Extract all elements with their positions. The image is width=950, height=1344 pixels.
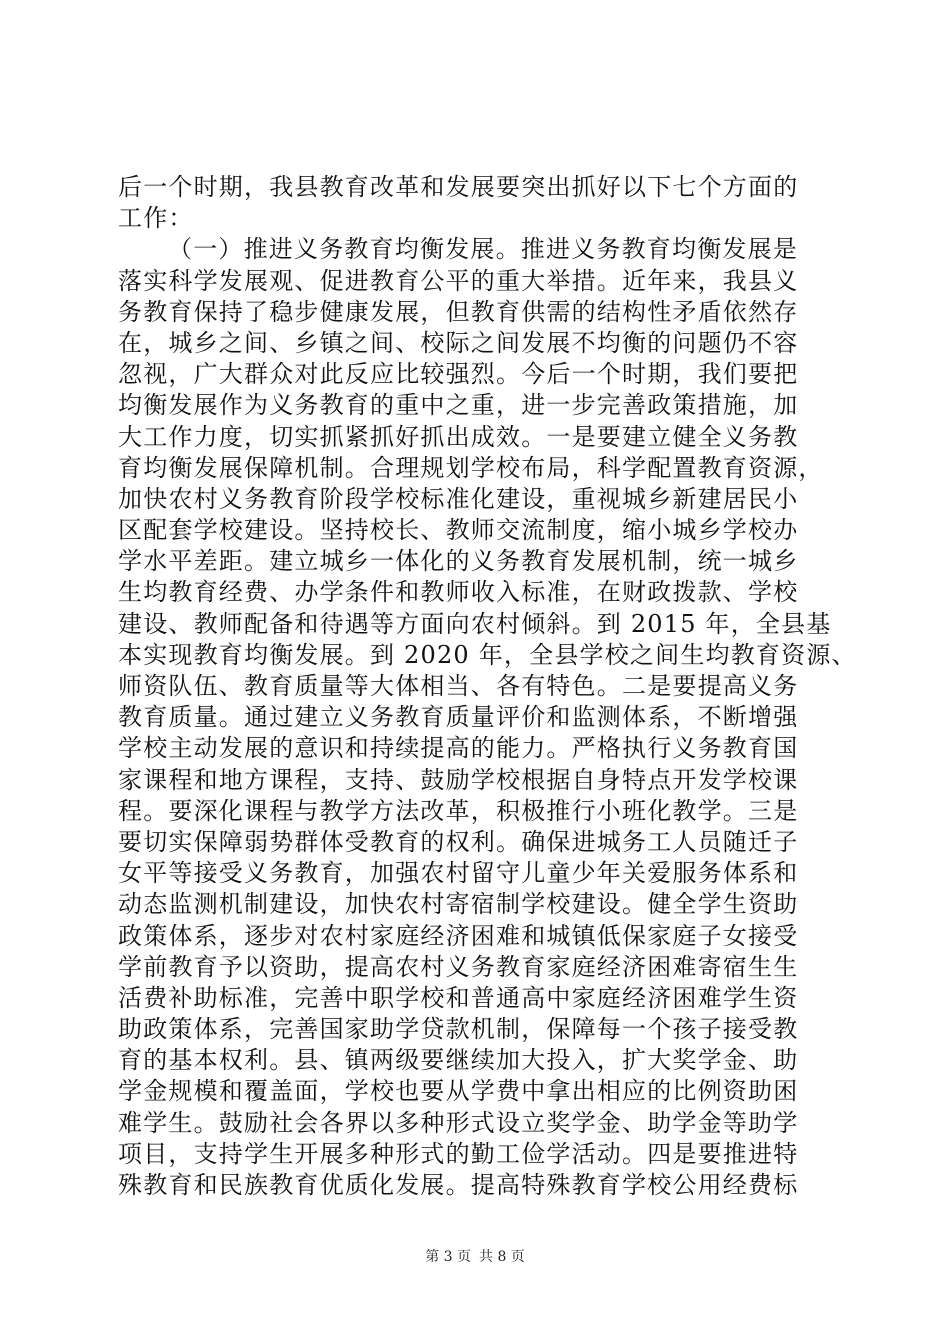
page-total: 共 8 页 <box>479 1249 525 1265</box>
text-line: 教育质量。通过建立义务教育质量评价和监测体系，不断增强 <box>118 703 799 732</box>
text-line: 加快农村义务教育阶段学校标准化建设，重视城乡新建居民小 <box>118 484 799 513</box>
text-line: 学校主动发展的意识和持续提高的能力。严格执行义务教育国 <box>118 734 799 763</box>
text-line: 助政策体系，完善国家助学贷款机制，保障每一个孩子接受教 <box>118 1015 799 1044</box>
text-line: 在，城乡之间、乡镇之间、校际之间发展不均衡的问题仍不容 <box>118 328 799 357</box>
section-heading-line: （一）推进义务教育均衡发展。推进义务教育均衡发展是 <box>168 235 798 264</box>
text-line: 学前教育予以资助，提高农村义务教育家庭经济困难寄宿生生 <box>118 952 799 981</box>
text-line: 政策体系，逐步对农村家庭经济困难和城镇低保家庭子女接受 <box>118 921 799 950</box>
text-line: 难学生。鼓励社会各界以多种形式设立奖学金、助学金等助学 <box>118 1108 799 1137</box>
text-line: 动态监测机制建设，加快农村寄宿制学校建设。健全学生资助 <box>118 890 799 919</box>
text-line: 育均衡发展保障机制。合理规划学校布局，科学配置教育资源， <box>118 453 824 482</box>
text-line: 工作： <box>118 204 194 233</box>
text-line: 程。要深化课程与教学方法改革，积极推行小班化教学。三是 <box>118 796 799 825</box>
text-line: 忽视，广大群众对此反应比较强烈。今后一个时期，我们要把 <box>118 360 799 389</box>
text-line: 务教育保持了稳步健康发展，但教育供需的结构性矛盾依然存 <box>118 297 799 326</box>
page-footer <box>0 1248 950 1266</box>
text-line: 落实科学发展观、促进教育公平的重大举措。近年来，我县义 <box>118 266 799 295</box>
text-line: 建设、教师配备和待遇等方面向农村倾斜。到 2015 年，全县基 <box>118 609 832 638</box>
text-line: 项目，支持学生开展多种形式的勤工俭学活动。四是要推进特 <box>118 1139 799 1168</box>
text-line: 大工作力度，切实抓紧抓好抓出成效。一是要建立健全义务教 <box>118 422 799 451</box>
text-line: 育的基本权利。县、镇两级要继续加大投入，扩大奖学金、助 <box>118 1046 799 1075</box>
text-line: 师资队伍、教育质量等大体相当、各有特色。二是要提高义务 <box>118 672 799 700</box>
text-line: 学金规模和覆盖面，学校也要从学费中拿出相应的比例资助困 <box>118 1077 799 1106</box>
text-line: 生均教育经费、办学条件和教师收入标准，在财政拨款、学校 <box>118 578 799 607</box>
text-line: 活费补助标准，完善中职学校和普通高中家庭经济困难学生资 <box>118 983 799 1012</box>
text-line: 家课程和地方课程，支持、鼓励学校根据自身特点开发学校课 <box>118 765 799 794</box>
text-line: 本实现教育均衡发展。到 2020 年，全县学校之间生均教育资源、 <box>118 640 857 669</box>
body-text <box>118 172 857 1201</box>
text-line: 殊教育和民族教育优质化发展。提高特殊教育学校公用经费标 <box>118 1171 799 1199</box>
text-line: 均衡发展作为义务教育的重中之重，进一步完善政策措施，加 <box>118 391 799 420</box>
text-line: 后一个时期，我县教育改革和发展要突出抓好以下七个方面的 <box>118 173 799 201</box>
text-line: 区配套学校建设。坚持校长、教师交流制度，缩小城乡学校办 <box>118 516 799 545</box>
text-line: 女平等接受义务教育，加强农村留守儿童少年关爱服务体系和 <box>118 859 799 888</box>
text-line: 学水平差距。建立城乡一体化的义务教育发展机制，统一城乡 <box>118 547 799 576</box>
page-number: 第 3 页 <box>425 1249 471 1265</box>
text-line: 要切实保障弱势群体受教育的权利。确保进城务工人员随迁子 <box>118 827 799 856</box>
